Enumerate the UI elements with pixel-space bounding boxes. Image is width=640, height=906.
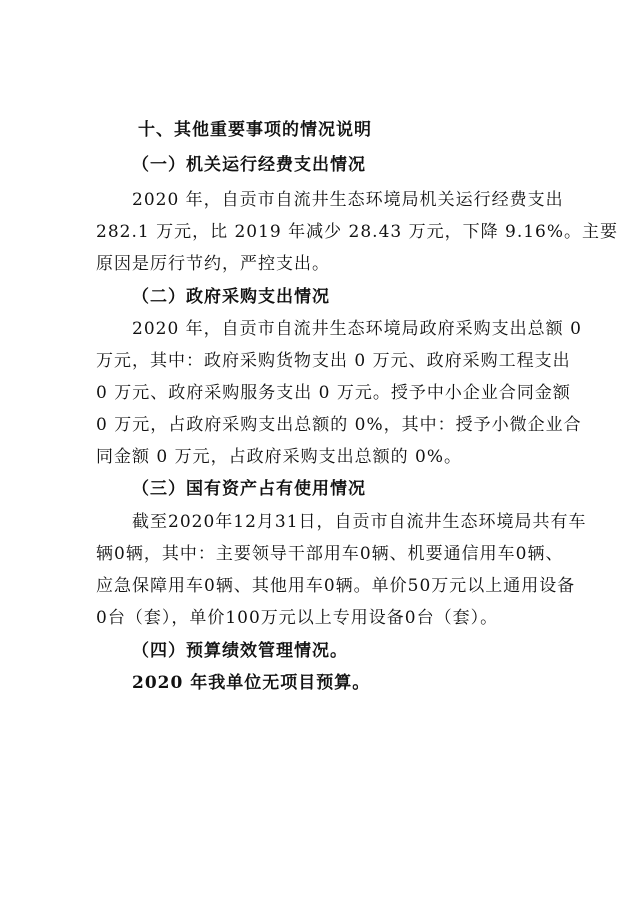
paragraph-line: 0 万元、政府采购服务支出 0 万元。授予中小企业合同金额 (96, 383, 571, 403)
paragraph-line: 原因是厉行节约，严控支出。 (96, 254, 330, 274)
subsection-heading-4: （四）预算绩效管理情况。 (132, 641, 348, 661)
subsection-heading-3: （三）国有资产占有使用情况 (132, 479, 366, 499)
paragraph-line: 2020 年我单位无项目预算。 (132, 673, 371, 693)
paragraph-line: 2020 年，自贡市自流井生态环境局政府采购支出总额 0 (132, 319, 582, 339)
paragraph-line: 截至2020年12月31日，自贡市自流井生态环境局共有车 (132, 512, 587, 532)
paragraph-line: 2020 年，自贡市自流井生态环境局机关运行经费支出 (132, 190, 564, 210)
paragraph-line: 0台（套），单价100万元以上专用设备0台（套）。 (96, 608, 499, 628)
paragraph-line: 282.1 万元，比 2019 年减少 28.43 万元，下降 9.16%。主要 (96, 222, 619, 242)
section-title: 十、其他重要事项的情况说明 (138, 120, 372, 140)
paragraph-line: 应急保障用车0辆、其他用车0辆。单价50万元以上通用设备 (96, 576, 576, 596)
paragraph-line: 同金额 0 万元，占政府采购支出总额的 0%。 (96, 447, 462, 467)
paragraph-line: 万元，其中：政府采购货物支出 0 万元、政府采购工程支出 (96, 351, 571, 371)
paragraph-line: 辆0辆，其中：主要领导干部用车0辆、机要通信用车0辆、 (96, 544, 564, 564)
paragraph-line: 0 万元，占政府采购支出总额的 0%，其中：授予小微企业合 (96, 415, 582, 435)
subsection-heading-1: （一）机关运行经费支出情况 (132, 155, 366, 175)
subsection-heading-2: （二）政府采购支出情况 (132, 287, 330, 307)
